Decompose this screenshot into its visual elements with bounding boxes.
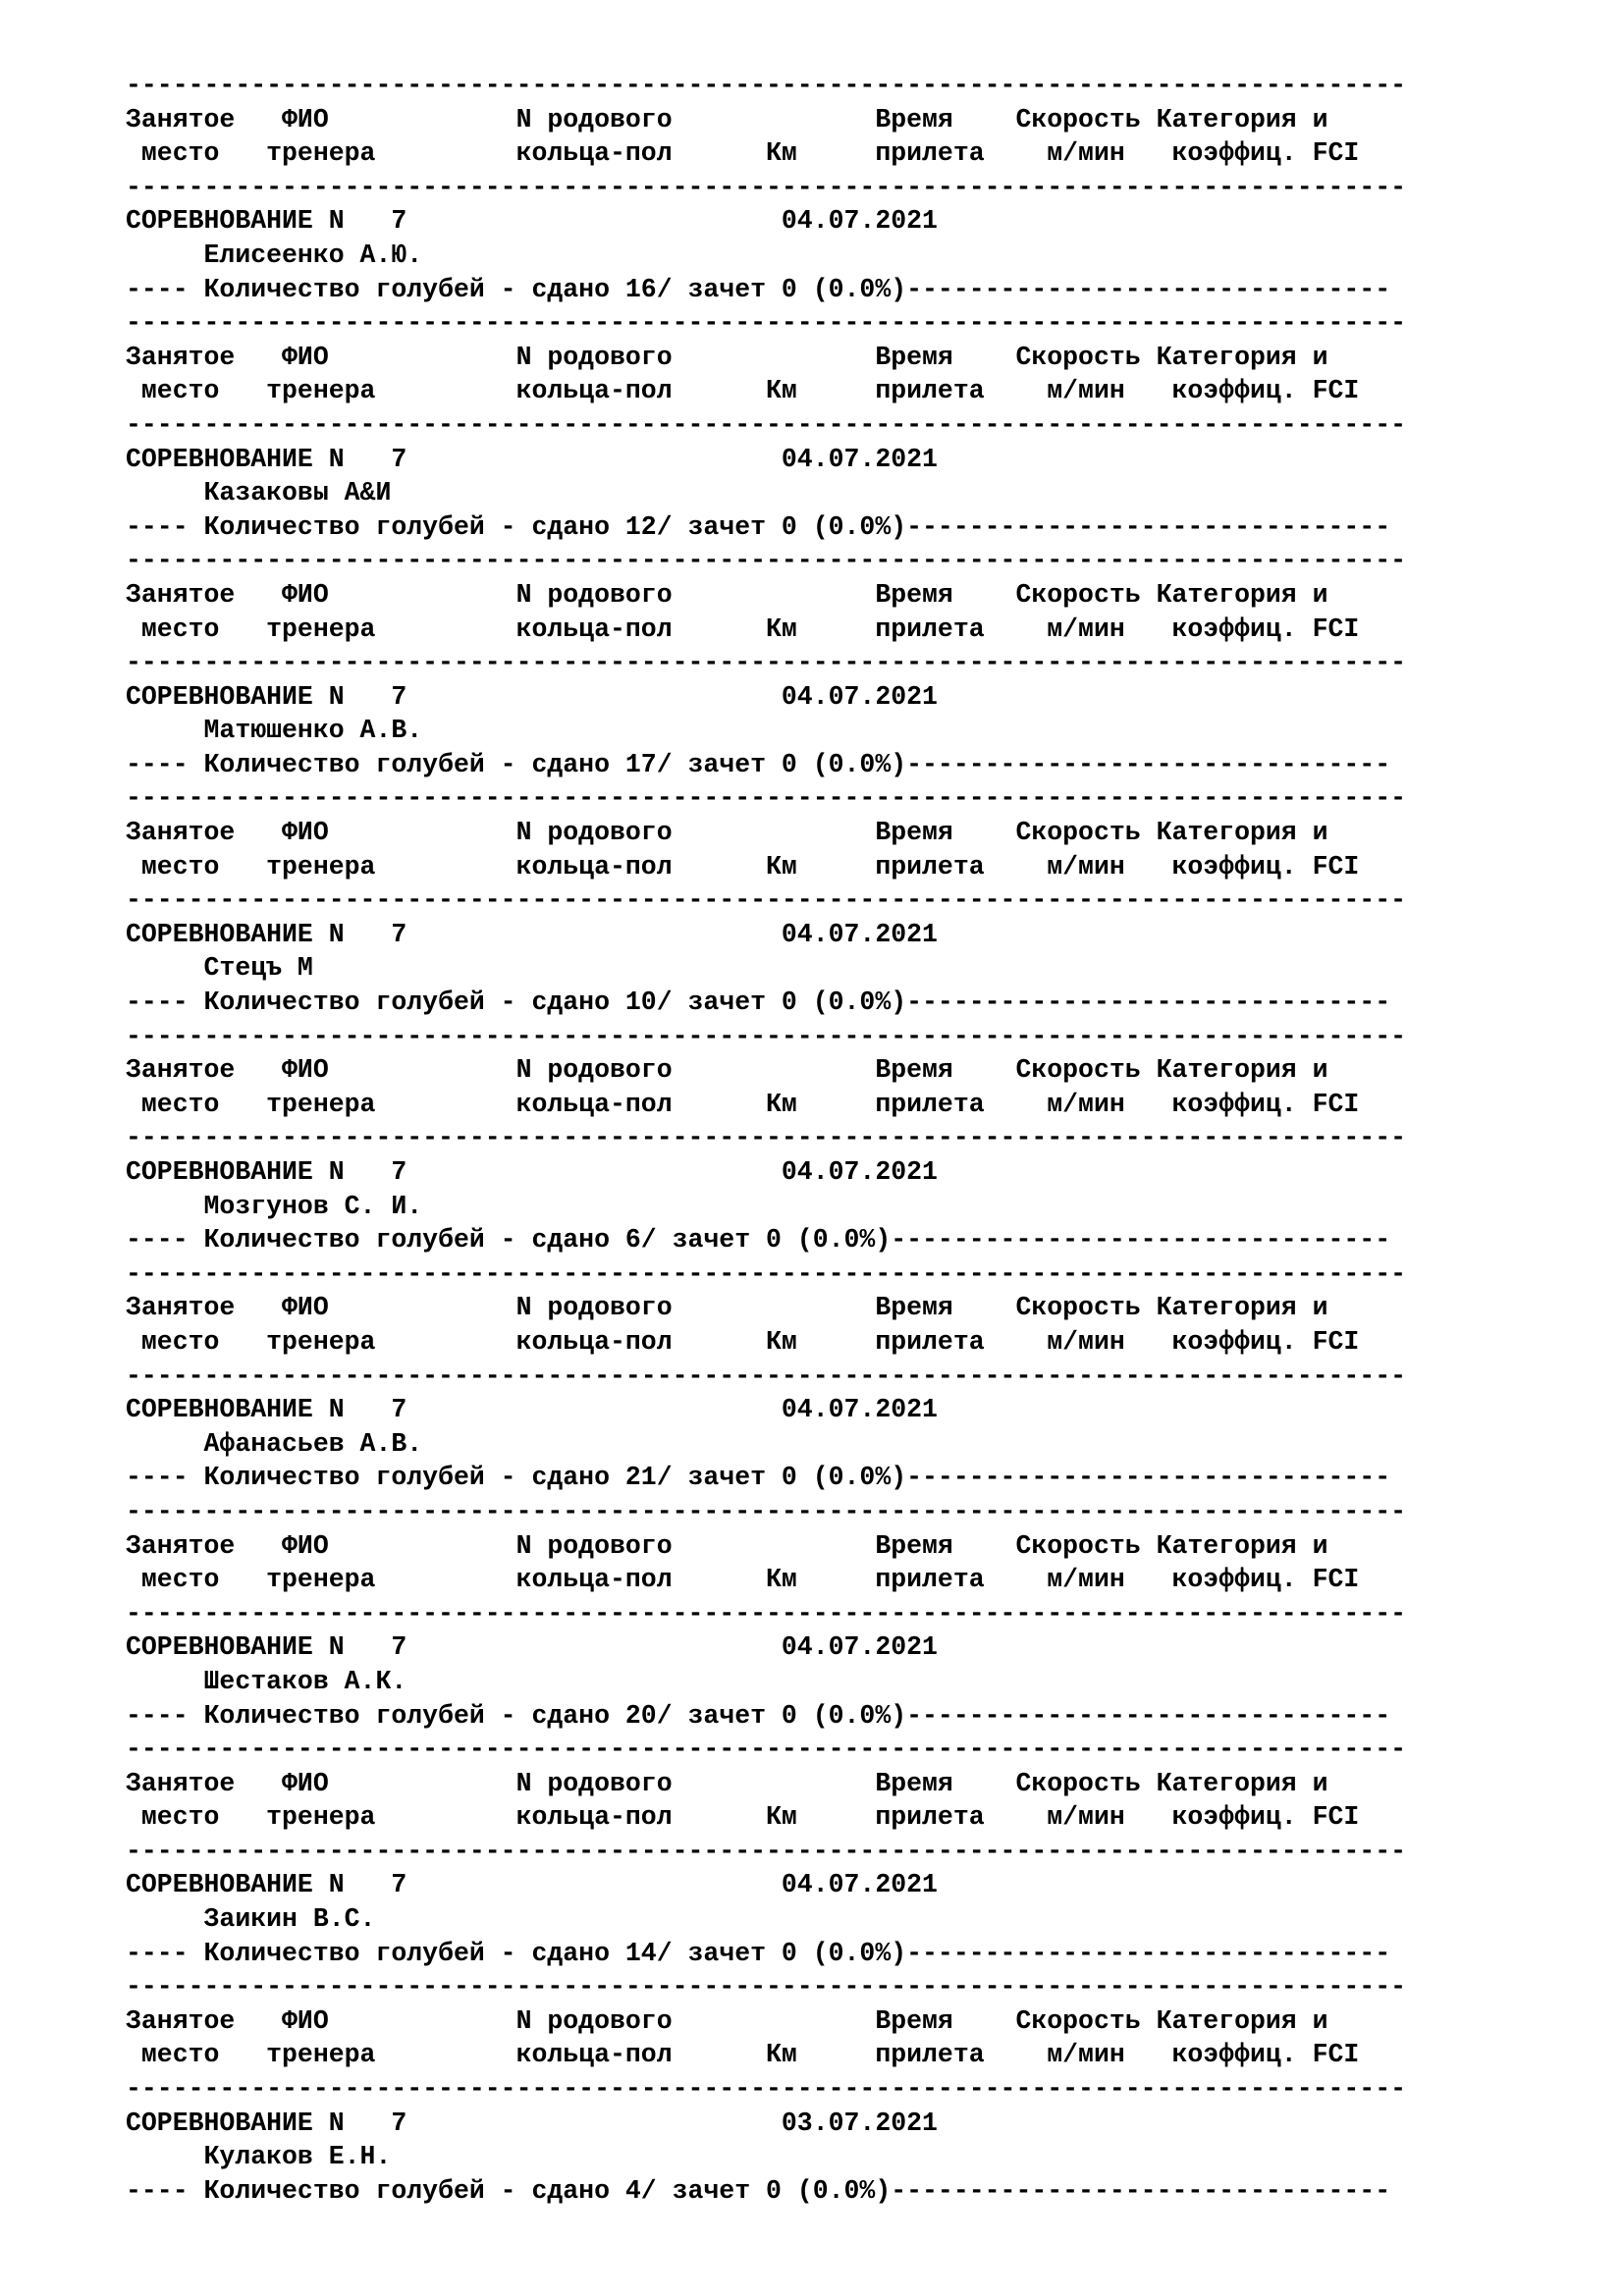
rule-line: ---------------------------------------------------------------------------------- xyxy=(126,1496,1407,1526)
pigeon-count-summary: ---- Количество голубей - сдано 12/ зачет 0 (0.0%)------------------------------- xyxy=(126,511,1391,542)
pigeon-count-summary: ---- Количество голубей - сдано 16/ зачет 0 (0.0%)------------------------------- xyxy=(126,274,1391,304)
table-header-row-2: место тренера кольца-пол Км прилета м/мин коэффиц. FCI xyxy=(126,851,1360,881)
report-block-8 xyxy=(126,1733,1598,1970)
report-block-3 xyxy=(126,544,1598,781)
report-block-9 xyxy=(126,1970,1598,2208)
rule-line: ---------------------------------------------------------------------------------- xyxy=(126,648,1407,678)
rule-line: ---------------------------------------------------------------------------------- xyxy=(126,885,1407,916)
trainer-name: Мозгунов С. И. xyxy=(126,1191,423,1221)
results-report xyxy=(126,69,1598,2208)
competition-line: СОРЕВНОВАНИЕ N 7 04.07.2021 xyxy=(126,1870,938,1900)
rule-line: ---------------------------------------------------------------------------------- xyxy=(126,1258,1407,1289)
table-header-row-2: место тренера кольца-пол Км прилета м/мин коэффиц. FCI xyxy=(126,2040,1360,2070)
competition-line: СОРЕВНОВАНИЕ N 7 04.07.2021 xyxy=(126,1632,938,1663)
competition-line: СОРЕВНОВАНИЕ N 7 04.07.2021 xyxy=(126,444,938,474)
pigeon-count-summary: ---- Количество голубей - сдано 20/ зачет 0 (0.0%)------------------------------- xyxy=(126,1700,1391,1731)
table-header-row-2: место тренера кольца-пол Км прилета м/мин коэффиц. FCI xyxy=(126,1089,1360,1119)
trainer-name: Стецъ М xyxy=(126,953,313,984)
table-header-row-1: Занятое ФИО N родового Время Скорость Категория и xyxy=(126,579,1328,610)
rule-line: ---------------------------------------------------------------------------------- xyxy=(126,1123,1407,1153)
competition-line: СОРЕВНОВАНИЕ N 7 04.07.2021 xyxy=(126,206,938,237)
table-header-row-1: Занятое ФИО N родового Время Скорость Категория и xyxy=(126,342,1328,372)
rule-line: ---------------------------------------------------------------------------------- xyxy=(126,783,1407,814)
rule-line: ---------------------------------------------------------------------------------- xyxy=(126,1598,1407,1629)
trainer-name: Казаковы А&И xyxy=(126,478,392,508)
pigeon-count-summary: ---- Количество голубей - сдано 17/ зачет 0 (0.0%)------------------------------- xyxy=(126,749,1391,779)
table-header-row-1: Занятое ФИО N родового Время Скорость Категория и xyxy=(126,818,1328,848)
table-header-row-2: место тренера кольца-пол Км прилета м/мин коэффиц. FCI xyxy=(126,1802,1360,1833)
rule-line: ---------------------------------------------------------------------------------- xyxy=(126,1361,1407,1391)
competition-line: СОРЕВНОВАНИЕ N 7 04.07.2021 xyxy=(126,919,938,949)
report-block-5 xyxy=(126,1020,1598,1257)
trainer-name: Афанасьев А.В. xyxy=(126,1428,423,1459)
table-header-row-2: место тренера кольца-пол Км прилета м/мин коэффиц. FCI xyxy=(126,614,1360,644)
table-header-row-1: Занятое ФИО N родового Время Скорость Категория и xyxy=(126,2005,1328,2036)
rule-line: ---------------------------------------------------------------------------------- xyxy=(126,1972,1407,2002)
table-header-row-2: место тренера кольца-пол Км прилета м/мин коэффиц. FCI xyxy=(126,1326,1360,1357)
report-block-6 xyxy=(126,1257,1598,1495)
trainer-name: Заикин В.С. xyxy=(126,1904,376,1935)
table-header-row-2: место тренера кольца-пол Км прилета м/мин коэффиц. FCI xyxy=(126,376,1360,406)
rule-line: ---------------------------------------------------------------------------------- xyxy=(126,308,1407,339)
pigeon-count-summary: ---- Количество голубей - сдано 6/ зачет 0 (0.0%)-------------------------------- xyxy=(126,1225,1391,1255)
rule-line: ---------------------------------------------------------------------------------- xyxy=(126,172,1407,202)
table-header-row-1: Занятое ФИО N родового Время Скорость Категория и xyxy=(126,1768,1328,1798)
competition-line: СОРЕВНОВАНИЕ N 7 03.07.2021 xyxy=(126,2108,938,2138)
pigeon-count-summary: ---- Количество голубей - сдано 4/ зачет 0 (0.0%)-------------------------------- xyxy=(126,2175,1391,2206)
competition-line: СОРЕВНОВАНИЕ N 7 04.07.2021 xyxy=(126,681,938,712)
trainer-name: Матюшенко А.В. xyxy=(126,716,423,746)
rule-line: ---------------------------------------------------------------------------------- xyxy=(126,71,1407,100)
trainer-name: Елисеенко А.Ю. xyxy=(126,240,423,270)
rule-line: ---------------------------------------------------------------------------------- xyxy=(126,2074,1407,2105)
rule-line: ---------------------------------------------------------------------------------- xyxy=(126,1735,1407,1765)
trainer-name: Шестаков А.К. xyxy=(126,1666,407,1696)
table-header-row-1: Занятое ФИО N родового Время Скорость Категория и xyxy=(126,1530,1328,1561)
rule-line: ---------------------------------------------------------------------------------- xyxy=(126,546,1407,576)
table-header-row-1: Занятое ФИО N родового Время Скорость Категория и xyxy=(126,104,1328,134)
table-header-row-1: Занятое ФИО N родового Время Скорость Категория и xyxy=(126,1293,1328,1323)
pigeon-count-summary: ---- Количество голубей - сдано 14/ зачет 0 (0.0%)------------------------------- xyxy=(126,1938,1391,1968)
table-header-row-2: место тренера кольца-пол Км прилета м/мин коэффиц. FCI xyxy=(126,138,1360,169)
report-block-1 xyxy=(126,69,1598,306)
table-header-row-1: Занятое ФИО N родового Время Скорость Категория и xyxy=(126,1055,1328,1086)
report-block-4 xyxy=(126,781,1598,1019)
competition-line: СОРЕВНОВАНИЕ N 7 04.07.2021 xyxy=(126,1157,938,1187)
rule-line: ---------------------------------------------------------------------------------- xyxy=(126,409,1407,440)
table-header-row-2: место тренера кольца-пол Км прилета м/мин коэффиц. FCI xyxy=(126,1565,1360,1595)
rule-line: ---------------------------------------------------------------------------------- xyxy=(126,1021,1407,1051)
report-block-2 xyxy=(126,306,1598,544)
pigeon-count-summary: ---- Количество голубей - сдано 21/ зачет 0 (0.0%)------------------------------- xyxy=(126,1463,1391,1493)
rule-line: ---------------------------------------------------------------------------------- xyxy=(126,1836,1407,1866)
report-block-7 xyxy=(126,1495,1598,1733)
trainer-name: Кулаков Е.Н. xyxy=(126,2142,392,2172)
pigeon-count-summary: ---- Количество голубей - сдано 10/ зачет 0 (0.0%)------------------------------- xyxy=(126,988,1391,1018)
competition-line: СОРЕВНОВАНИЕ N 7 04.07.2021 xyxy=(126,1395,938,1425)
